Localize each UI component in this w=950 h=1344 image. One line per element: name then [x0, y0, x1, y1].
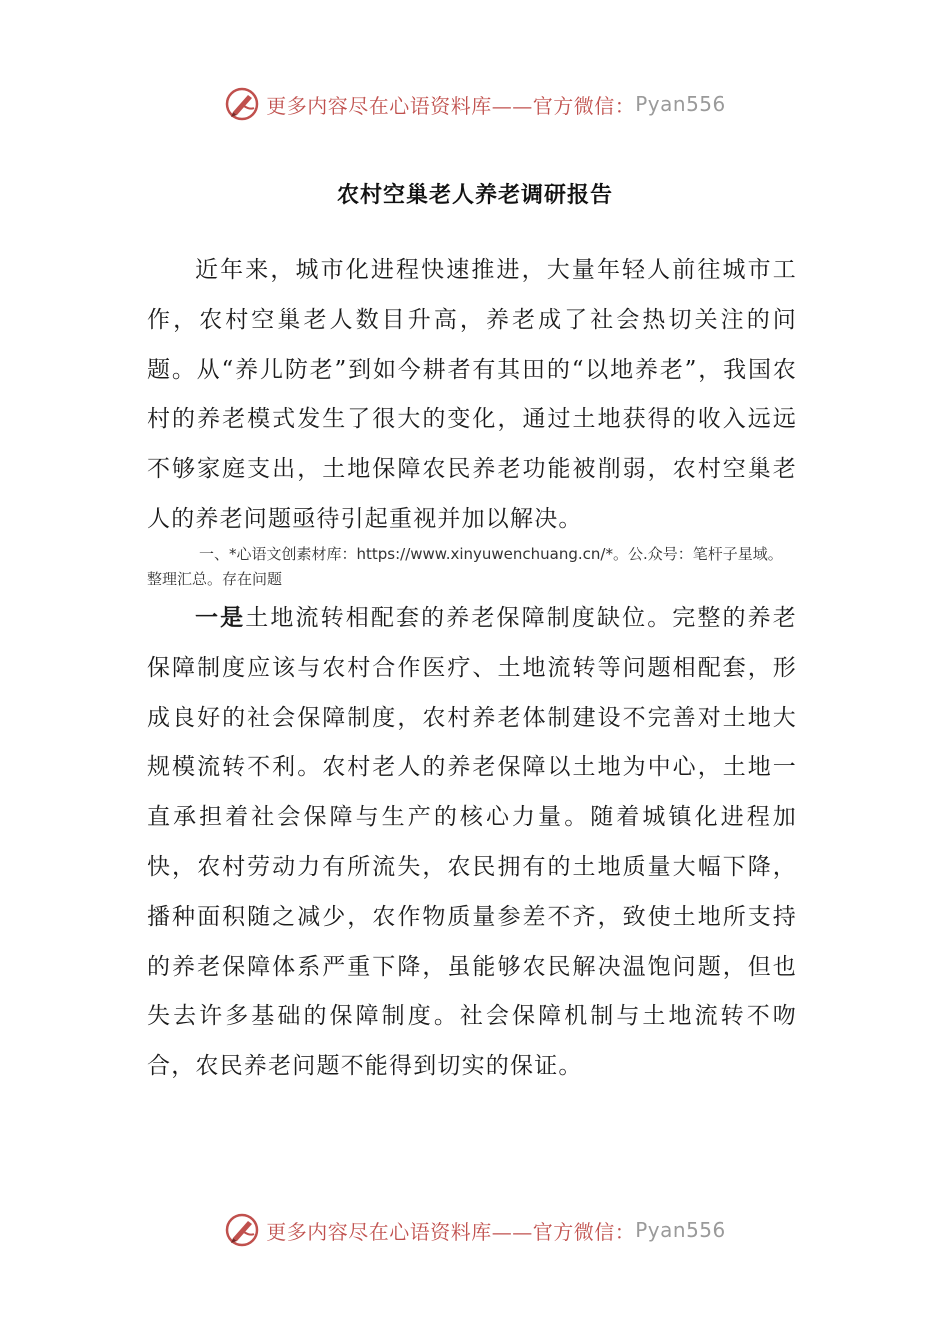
footer-banner — [0, 1208, 950, 1252]
banner-wechat-id: Pyan556 — [635, 1218, 726, 1242]
point-one-lead: 一是 — [195, 605, 246, 631]
pen-logo-icon — [224, 1212, 260, 1248]
point-one-text: 土地流转相配套的养老保障制度缺位。完整的养老保障制度应该与农村合作医疗、土地流转等问题相配套，形成良好的社会保障制度，农村养老体制建设不完善对土地大规模流转不利。农村老人的养老保障以土地为中心，土地一直承担着社会保障与生产的核心力量。随着城镇化进程加快，农村劳动力有所流失，农民拥有的土地质量大幅下降，播种面积随之减少，农作物质量参差不齐，致使土地所支持的养老保障体系严重下降，虽能够农民解决温饱问题，但也失去许多基础的保障制度。社会保障机制与土地流转不吻合，农民养老问题不能得到切实的保证。 — [147, 605, 797, 1080]
document-title: 农村空巢老人养老调研报告 — [336, 183, 613, 208]
banner-wechat-id: Pyan556 — [635, 92, 726, 116]
intro-paragraph: 近年来，城市化进程快速推进，大量年轻人前往城市工作，农村空巢老人数目升高，养老成了社会热切关注的问题。从“养儿防老”到如今耕者有其田的“以地养老”，我国农村的养老模式发生了很大的变化，通过土地获得的收入远远不够家庭支出，土地保障农民养老功能被削弱，农村空巢老人的养老问题亟待引起重视并加以解决。 — [147, 257, 797, 532]
pen-logo-icon — [224, 86, 260, 122]
section-heading-note: 一、*心语文创素材库：https://www.xinyuwenchuang.cn/*。公.众号：笔杆子星域。整理汇总。存在问题 — [147, 545, 783, 588]
point-one-paragraph — [147, 594, 797, 1092]
banner-text: 更多内容尽在心语资料库——官方微信： — [266, 1219, 636, 1244]
banner-text: 更多内容尽在心语资料库——官方微信： — [266, 93, 636, 118]
header-banner — [0, 82, 950, 126]
